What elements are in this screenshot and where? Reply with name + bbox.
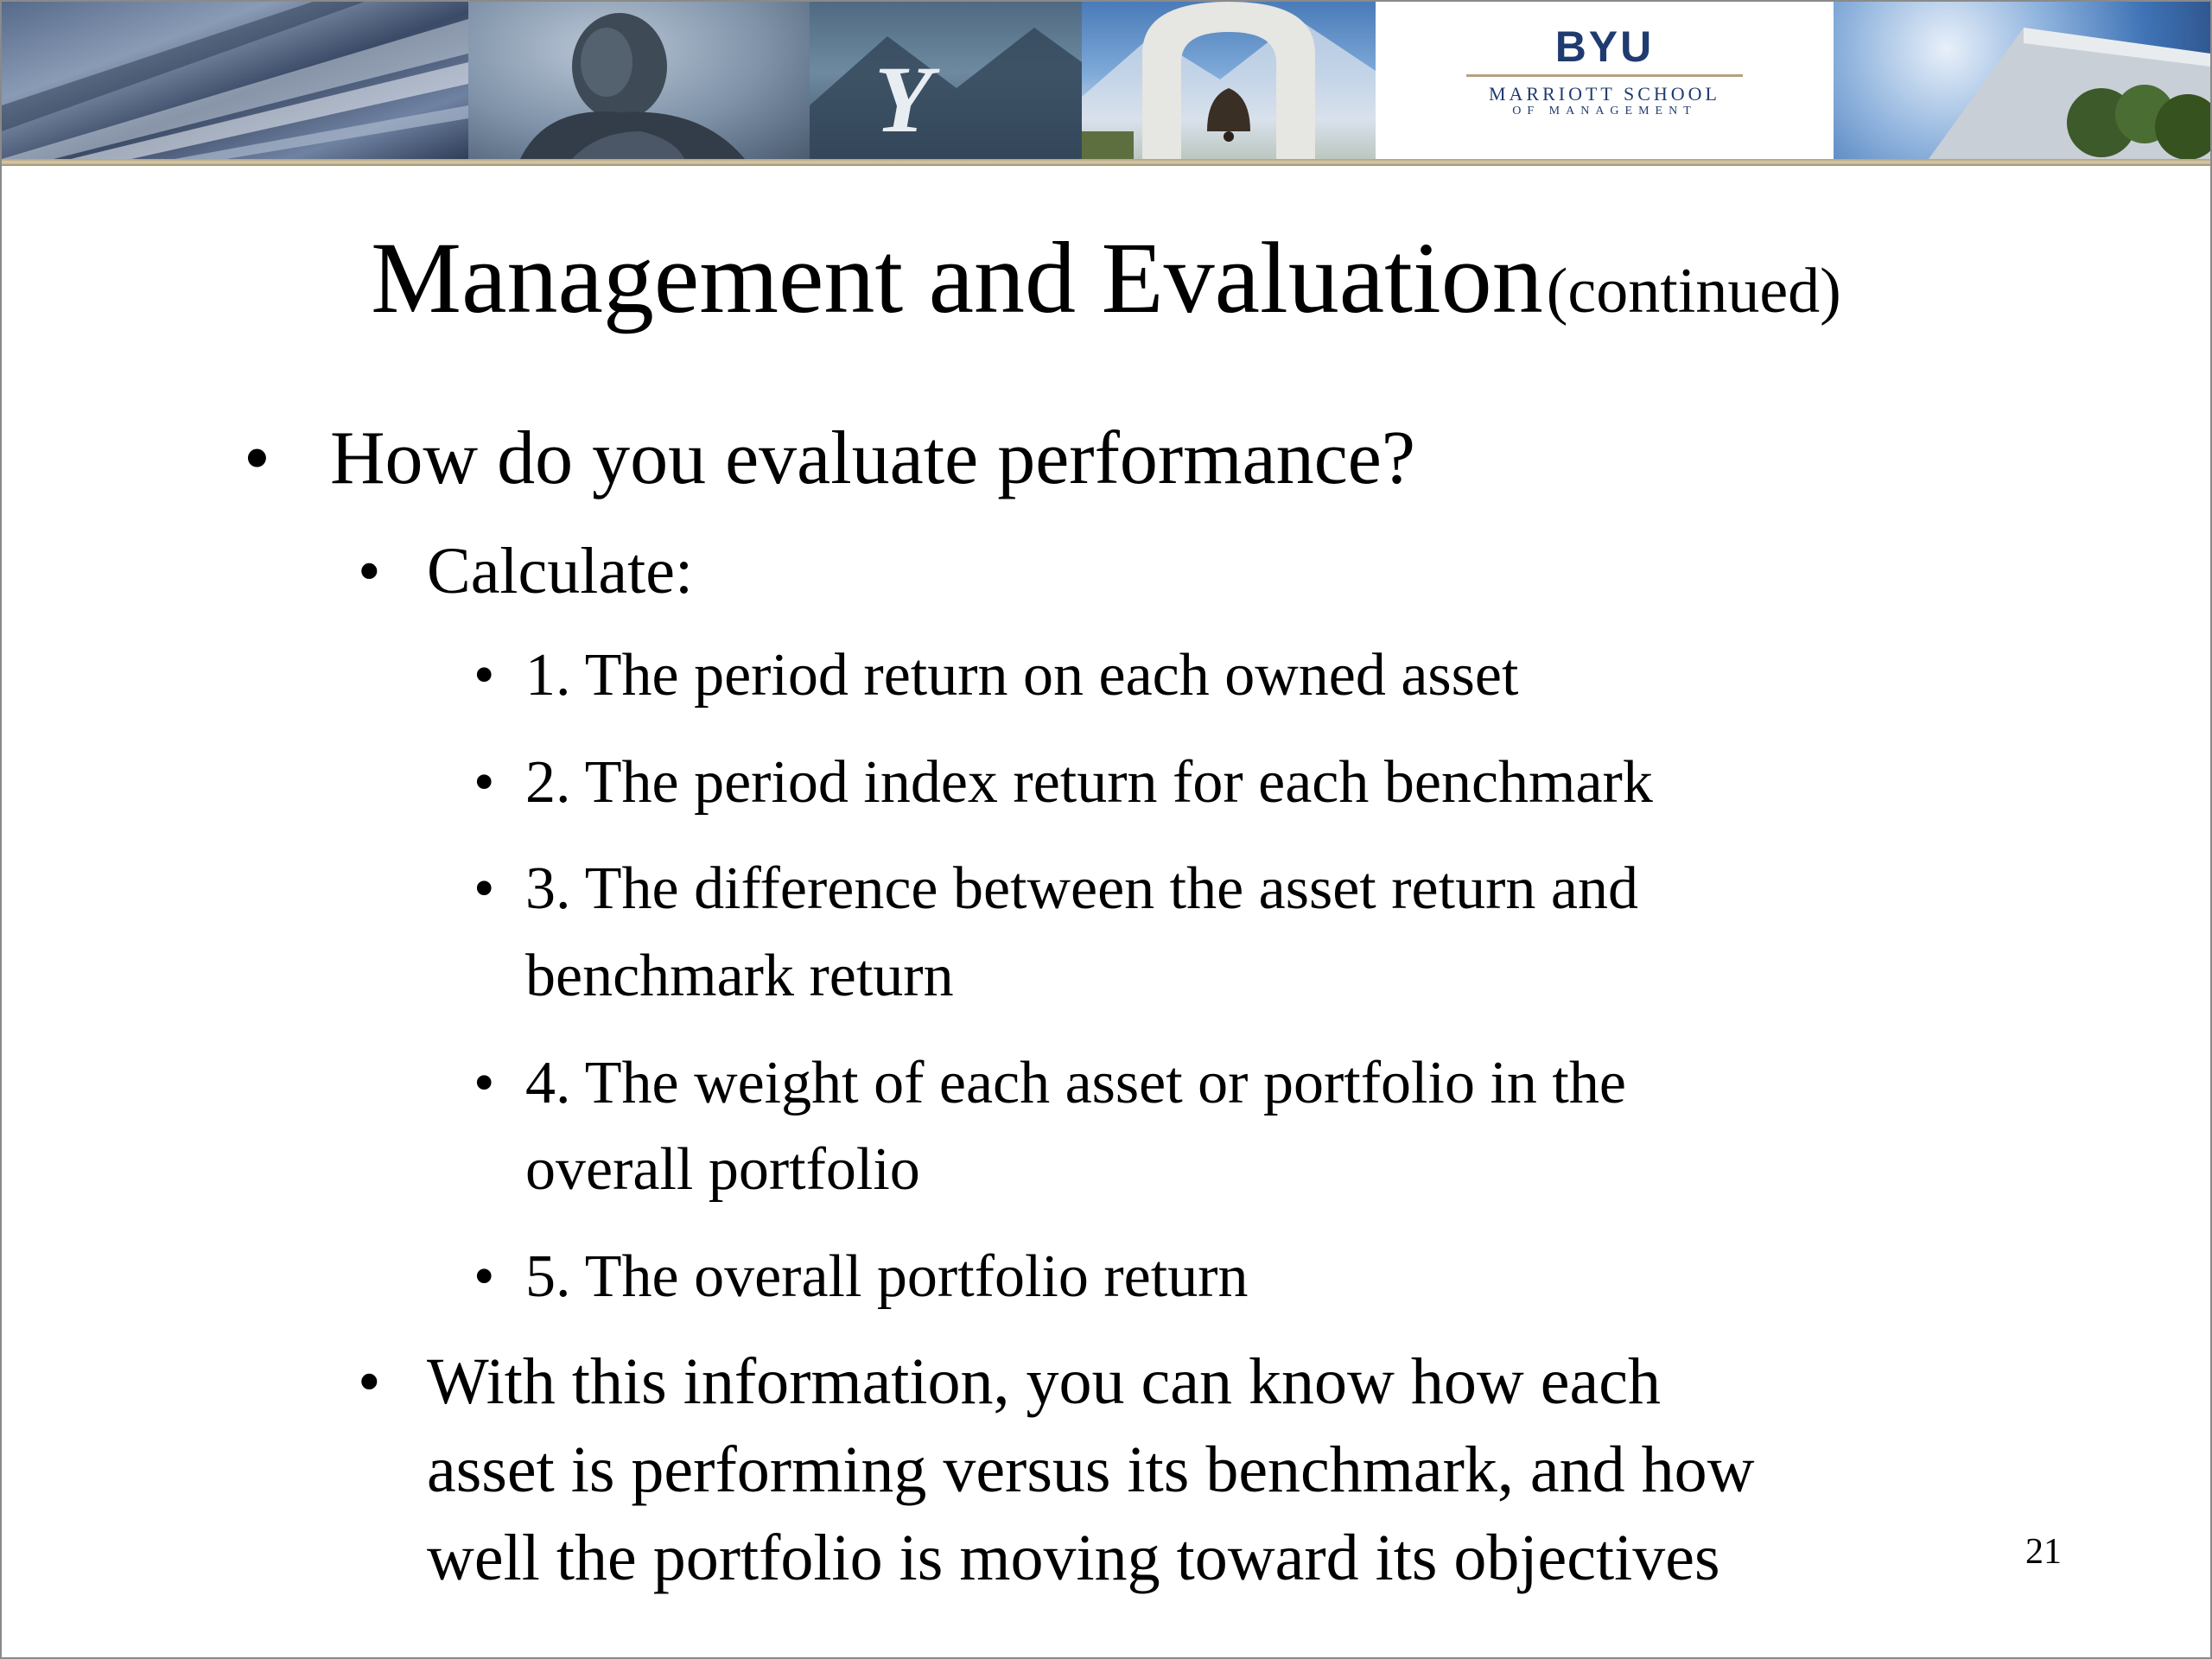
bullet-glyph: • xyxy=(474,642,495,709)
bullet-glyph: • xyxy=(474,855,495,922)
bullet-glyph: • xyxy=(244,416,270,500)
svg-text:Y: Y xyxy=(874,47,933,152)
byu-marriott-logo xyxy=(1376,2,1834,159)
bullet-conclusion-line-2: asset is performing versus its benchmark, and how xyxy=(427,1433,1755,1506)
bullet-item-3-line-1: 3. The difference between the asset return and xyxy=(525,855,1638,922)
bullet-glyph: • xyxy=(474,1050,495,1116)
bullet-conclusion-line-1: With this information, you can know how each xyxy=(427,1345,1661,1418)
bell-tower-photo xyxy=(1082,2,1376,159)
logo-management-text: OF MANAGEMENT xyxy=(1512,105,1697,118)
banner-rule xyxy=(2,159,2210,166)
mountain-y-photo xyxy=(810,2,1082,159)
bullet-calculate: Calculate: xyxy=(427,535,694,607)
bullet-glyph: • xyxy=(474,1243,495,1310)
logo-school-text: MARRIOTT SCHOOL xyxy=(1488,83,1720,105)
tanner-building-photo xyxy=(1834,2,2210,159)
bullet-glyph: • xyxy=(474,749,495,816)
slide-title-suffix: (continued) xyxy=(1546,256,1841,327)
bullet-item-3-line-2: benchmark return xyxy=(525,943,954,1009)
bullet-item-1: 1. The period return on each owned asset xyxy=(525,642,1519,709)
bullet-conclusion-line-3: well the portfolio is moving toward its objectives xyxy=(427,1522,1720,1594)
logo-divider xyxy=(1466,74,1743,77)
bullet-glyph: • xyxy=(358,1345,381,1418)
bullet-item-2: 2. The period index return for each benchmark xyxy=(525,749,1653,816)
header-banner xyxy=(2,2,2210,159)
slide-title xyxy=(2,219,2210,337)
bullet-evaluate-performance: How do you evaluate performance? xyxy=(330,416,1415,500)
bullet-item-4-line-1: 4. The weight of each asset or portfolio in the xyxy=(525,1050,1626,1116)
slide-title-main: Management and Evaluation xyxy=(371,221,1543,334)
page-number: 21 xyxy=(2025,1532,2062,1572)
bullet-glyph: • xyxy=(358,535,381,607)
bullet-item-5: 5. The overall portfolio return xyxy=(525,1243,1249,1310)
bullet-item-4-line-2: overall portfolio xyxy=(525,1136,920,1203)
statue-photo xyxy=(468,2,810,159)
logo-byu-text: BYU xyxy=(1554,22,1655,71)
building-photo xyxy=(2,2,468,159)
